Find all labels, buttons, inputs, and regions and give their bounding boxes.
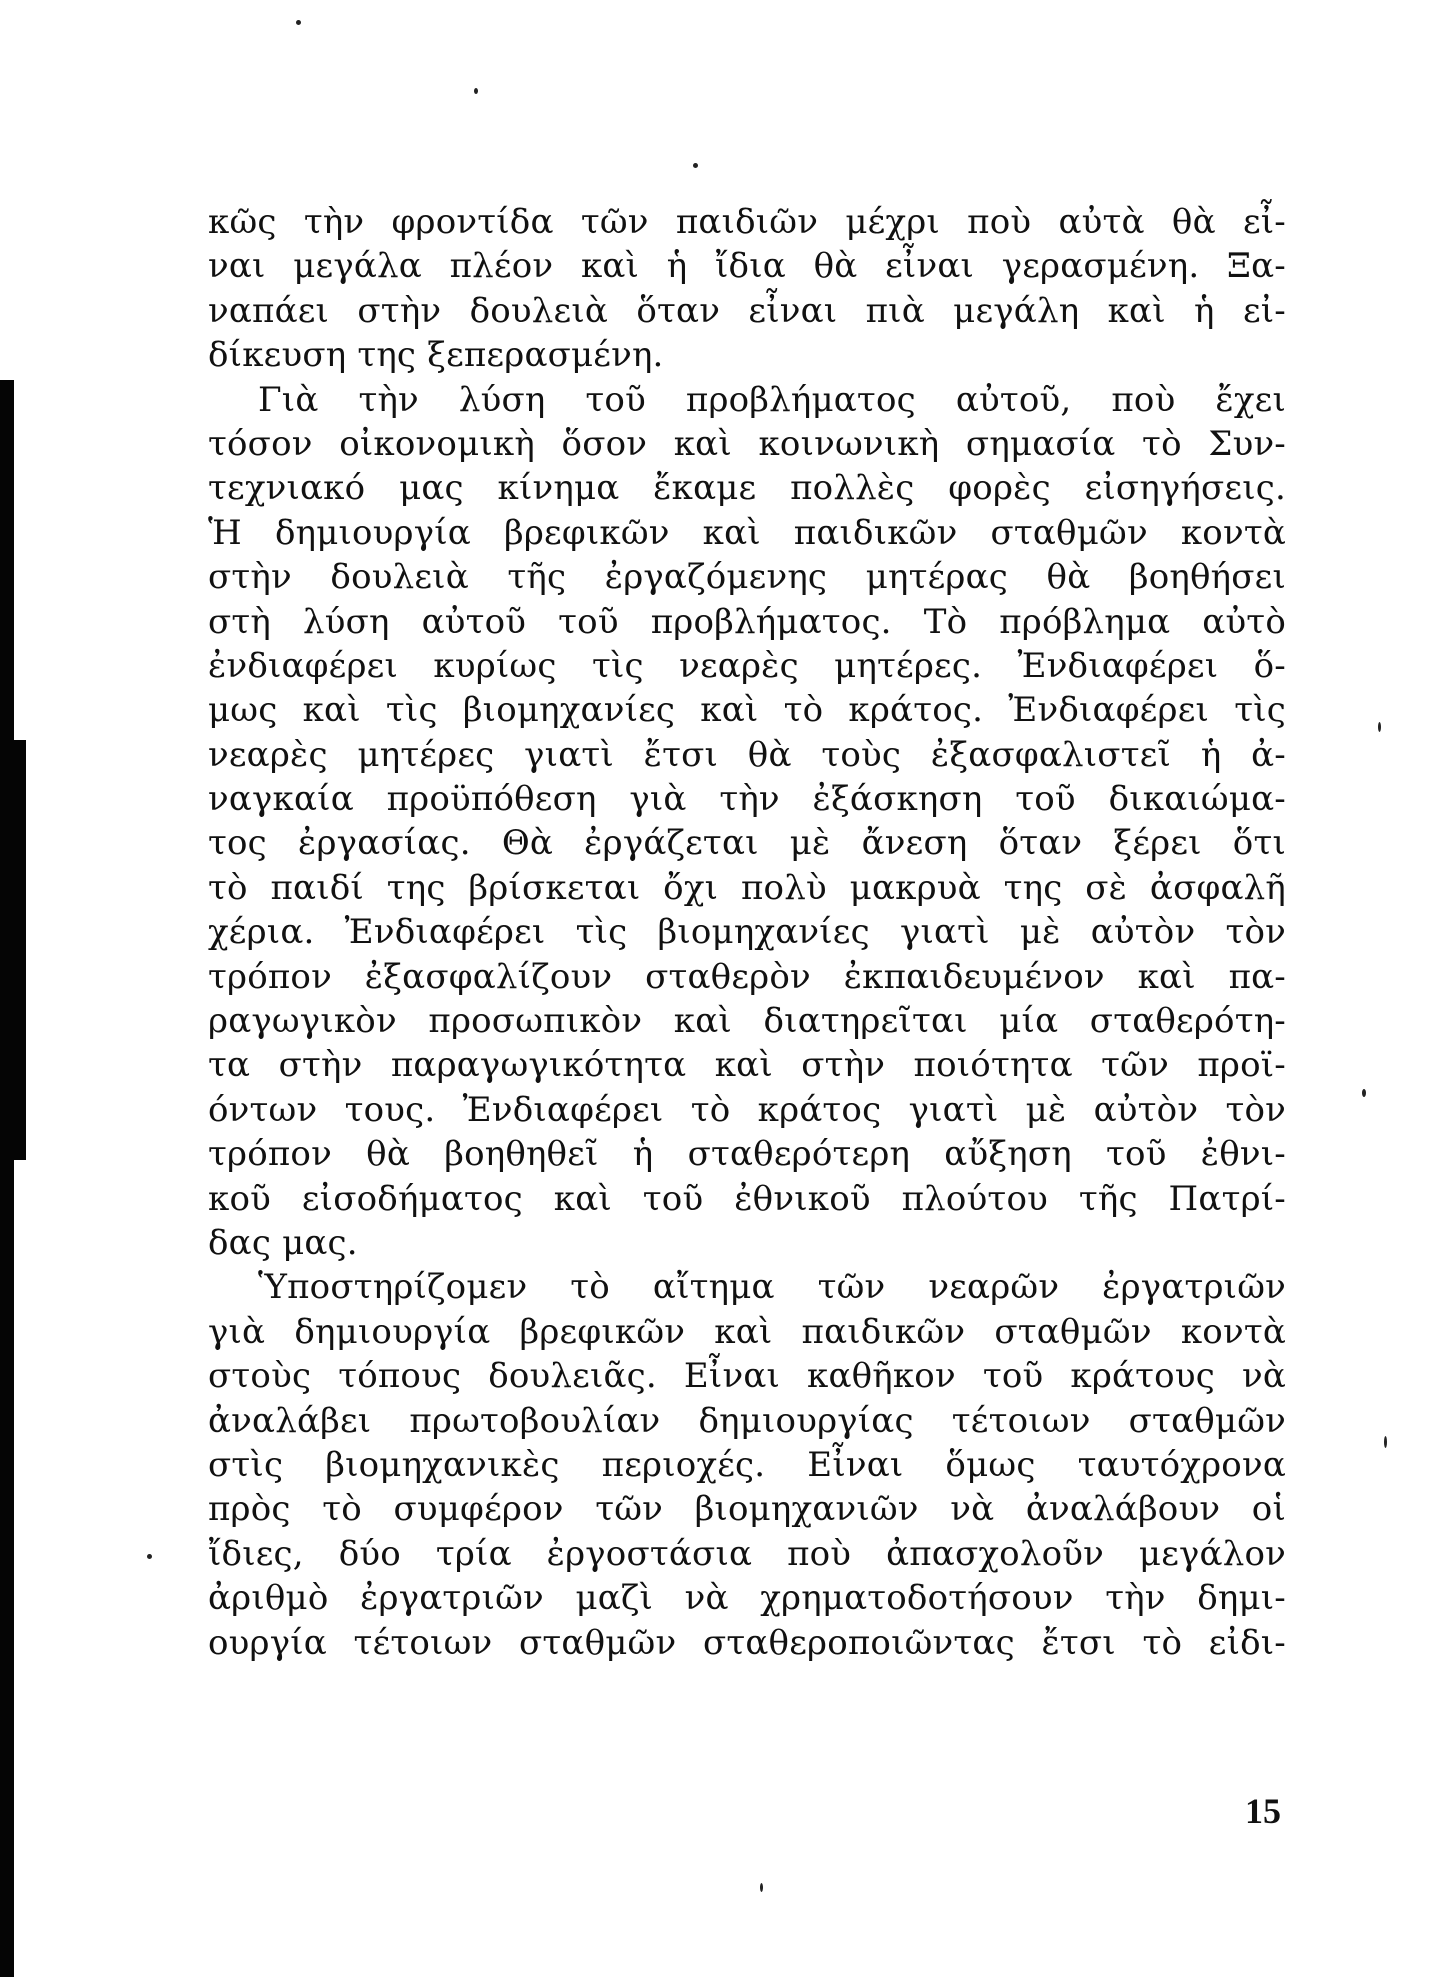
scan-speck (693, 163, 698, 168)
scan-speck (474, 88, 478, 94)
scan-speck (147, 1554, 152, 1559)
text-line: ἀριθμὸ ἐργατριῶν μαζὶ νὰ χρηματοδοτήσουν τὴν δημι- (208, 1578, 1286, 1619)
text-line: ἐνδιαφέρει κυρίως τὶς νεαρὲς μητέρες. Ἐνδιαφέρει ὅ- (208, 645, 1286, 686)
text-line: στὴν δουλειὰ τῆς ἐργαζόμενης μητέρας θὰ βοηθήσει (208, 557, 1286, 598)
text-line: ναγκαία προϋπόθεση γιὰ τὴν ἐξάσκηση τοῦ δικαιώμα- (208, 779, 1286, 820)
scan-speck (1384, 1436, 1387, 1448)
paragraph (208, 378, 1286, 1266)
text-line: μως καὶ τὶς βιομηχανίες καὶ τὸ κράτος. Ἐνδιαφέρει τὶς (208, 690, 1286, 731)
text-line: χέρια. Ἐνδιαφέρει τὶς βιομηχανίες γιατὶ μὲ αὐτὸν τὸν (208, 912, 1286, 953)
text-line: στοὺς τόπους δουλειᾶς. Εἶναι καθῆκον τοῦ κράτους νὰ (208, 1356, 1286, 1397)
text-line: στὶς βιομηχανικὲς περιοχές. Εἶναι ὅμως ταυτόχρονα (208, 1444, 1286, 1485)
text-line: νεαρὲς μητέρες γιατὶ ἔτσι θὰ τοὺς ἐξασφαλιστεῖ ἡ ἀ- (208, 734, 1286, 775)
scan-speck (296, 20, 301, 25)
body-text (208, 200, 1286, 1665)
paragraph (208, 1265, 1286, 1665)
text-line: δας μας. (208, 1222, 358, 1263)
text-line: ραγωγικὸν προσωπικὸν καὶ διατηρεῖται μία σταθερότη- (208, 1001, 1286, 1042)
paragraph (208, 200, 1286, 378)
text-line: Ὑποστηρίζομεν τὸ αἴτημα τῶν νεαρῶν ἐργατριῶν (258, 1267, 1286, 1308)
scan-speck (1378, 722, 1381, 732)
page-number: 15 (1245, 1791, 1281, 1831)
text-line: πρὸς τὸ συμφέρον τῶν βιομηχανιῶν νὰ ἀναλάβουν οἱ (208, 1489, 1286, 1530)
text-line: ναπάει στὴν δουλειὰ ὅταν εἶναι πιὰ μεγάλη καὶ ἡ εἰ- (208, 290, 1286, 331)
scan-speck (1362, 1089, 1366, 1097)
text-line: στὴ λύση αὐτοῦ τοῦ προβλήματος. Τὸ πρόβλημα αὐτὸ (208, 601, 1286, 642)
text-line: τρόπον θὰ βοηθηθεῖ ἡ σταθερότερη αὔξηση τοῦ ἐθνι- (208, 1134, 1286, 1175)
text-line: τος ἐργασίας. Θὰ ἐργάζεται μὲ ἄνεση ὅταν ξέρει ὅτι (208, 823, 1286, 864)
text-line: δίκευση της ξεπερασμένη. (208, 335, 664, 376)
scan-shadow-notch (0, 740, 26, 1160)
text-line: τρόπον ἐξασφαλίζουν σταθερὸν ἐκπαιδευμένον καὶ πα- (208, 956, 1286, 997)
text-line: γιὰ δημιουργία βρεφικῶν καὶ παιδικῶν σταθμῶν κοντὰ (208, 1311, 1286, 1352)
text-line: ναι μεγάλα πλέον καὶ ἡ ἴδια θὰ εἶναι γερασμένη. Ξα- (208, 246, 1286, 287)
text-line: Γιὰ τὴν λύση τοῦ προβλήματος αὐτοῦ, ποὺ ἔχει (258, 379, 1286, 420)
text-line: τόσον οἰκονομικὴ ὅσον καὶ κοινωνικὴ σημασία τὸ Συν- (208, 423, 1286, 464)
text-line: όντων τους. Ἐνδιαφέρει τὸ κράτος γιατὶ μὲ αὐτὸν τὸν (208, 1089, 1286, 1130)
text-line: ἀναλάβει πρωτοβουλίαν δημιουργίας τέτοιων σταθμῶν (208, 1400, 1286, 1441)
text-line: ἴδιες, δύο τρία ἐργοστάσια ποὺ ἀπασχολοῦν μεγάλον (208, 1533, 1286, 1574)
scan-speck (760, 1883, 763, 1892)
scan-shadow-edge (0, 380, 14, 1977)
text-line: ουργία τέτοιων σταθμῶν σταθεροποιῶντας ἔτσι τὸ εἰδι- (208, 1622, 1286, 1663)
text-line: τεχνιακό μας κίνημα ἔκαμε πολλὲς φορὲς εἰσηγήσεις. (208, 468, 1286, 509)
text-line: τα στὴν παραγωγικότητα καὶ στὴν ποιότητα τῶν προϊ- (208, 1045, 1286, 1086)
text-line: κοῦ εἰσοδήματος καὶ τοῦ ἐθνικοῦ πλούτου τῆς Πατρί- (208, 1178, 1286, 1219)
text-line: τὸ παιδί της βρίσκεται ὄχι πολὺ μακρυὰ της σὲ ἀσφαλῆ (208, 867, 1286, 908)
text-line: Ἡ δημιουργία βρεφικῶν καὶ παιδικῶν σταθμῶν κοντὰ (208, 512, 1286, 553)
text-line: κῶς τὴν φροντίδα τῶν παιδιῶν μέχρι ποὺ αὐτὰ θὰ εἶ- (208, 202, 1286, 242)
